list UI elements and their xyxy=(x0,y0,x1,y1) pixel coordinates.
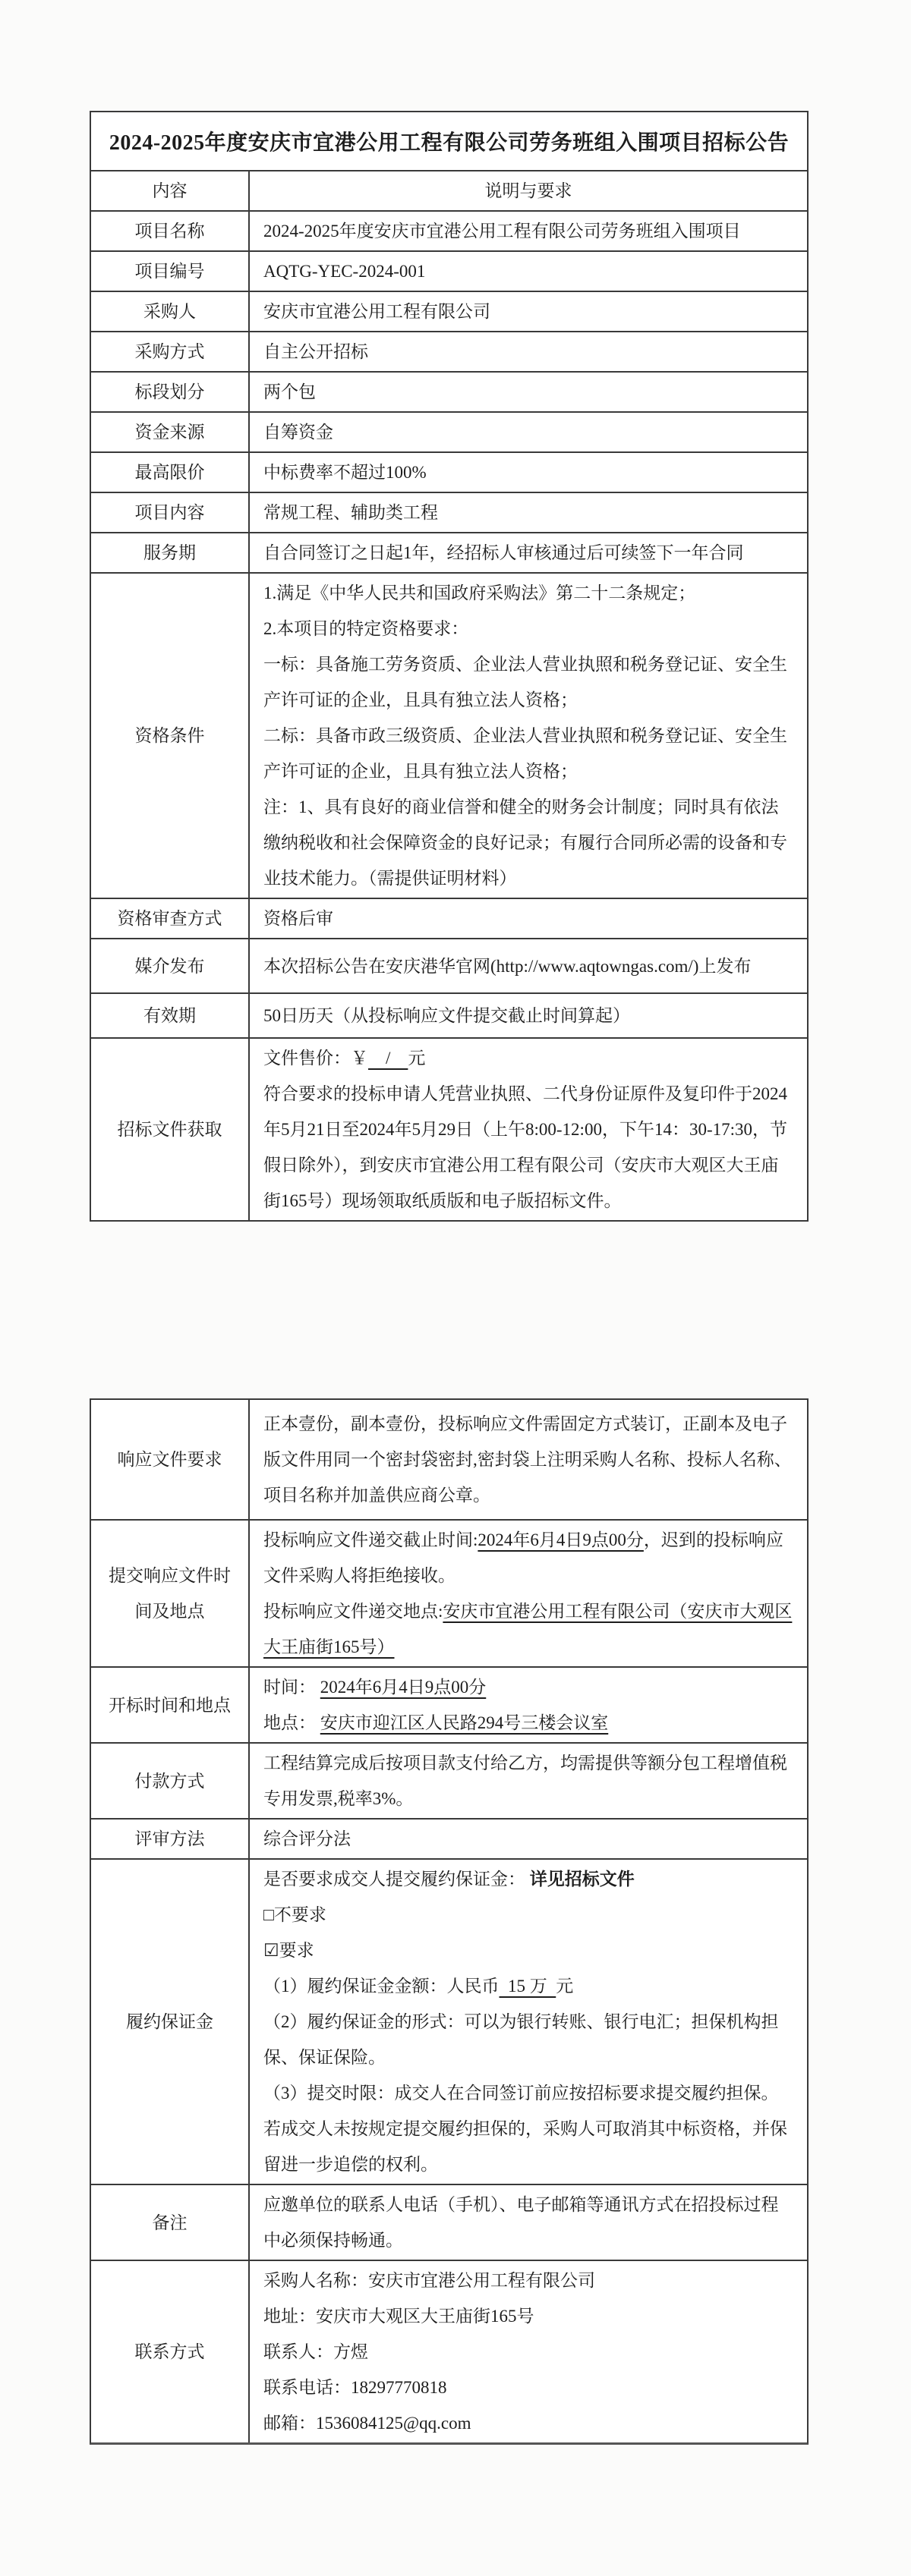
row-content xyxy=(250,292,807,331)
content-line xyxy=(263,1076,793,1219)
checkbox-checked-icon: ☑ xyxy=(263,1941,279,1960)
text-segment: 2024年6月4日9点00分 xyxy=(320,1678,487,1697)
content-line xyxy=(263,1669,793,1705)
table-row xyxy=(91,2260,807,2442)
text-segment: 邮箱：1536084125@qq.com xyxy=(263,2414,471,2433)
text-segment: 本次招标公告在安庆港华官网(http://www.aqtowngas.com/)上发布 xyxy=(263,956,752,976)
row-content xyxy=(250,212,807,250)
row-label: 开标时间和地点 xyxy=(91,1668,250,1742)
row-content xyxy=(250,332,807,371)
table-row xyxy=(91,1666,807,1742)
row-label: 付款方式 xyxy=(91,1744,250,1818)
table-row xyxy=(91,210,807,250)
text-segment: 应邀单位的联系人电话（手机）、电子邮箱等通讯方式在招投标过程中必须保持畅通。 xyxy=(263,2195,779,2250)
content-line xyxy=(263,2370,793,2405)
text-segment: 2024-2025年度安庆市宜港公用工程有限公司劳务班组入围项目 xyxy=(263,222,741,241)
content-line xyxy=(263,253,793,289)
text-segment: 安庆市迎江区人民路294号三楼会议室 xyxy=(320,1713,609,1732)
row-content xyxy=(250,2261,807,2442)
row-content xyxy=(250,1668,807,1742)
table-row xyxy=(91,371,807,411)
row-content xyxy=(250,453,807,492)
row-label: 最高限价 xyxy=(91,453,250,492)
row-label: 服务期 xyxy=(91,533,250,572)
content-line xyxy=(263,718,793,789)
content-line xyxy=(263,1705,793,1741)
text-segment: 一标：具备施工劳务资质、企业法人营业执照和税务登记证、安全生产许可证的企业，且具有独立法人资格； xyxy=(263,655,787,709)
content-line xyxy=(263,1968,793,2004)
row-content xyxy=(250,899,807,938)
text-segment: 安庆市宜港公用工程有限公司（安庆市大观区大王庙街165号） xyxy=(263,1602,793,1656)
text-segment: 两个包 xyxy=(263,382,316,401)
text-segment: 安庆市宜港公用工程有限公司 xyxy=(263,302,490,321)
content-line xyxy=(263,414,793,450)
content-line xyxy=(263,2334,793,2370)
table-row xyxy=(91,898,807,938)
content-line xyxy=(263,213,793,249)
content-line xyxy=(263,1897,793,1933)
content-line xyxy=(263,1593,793,1665)
text-segment: 元 xyxy=(556,1977,574,1996)
text-segment: 地址：安庆市大观区大王庙街165号 xyxy=(263,2307,534,2326)
text-segment: 资格后审 xyxy=(263,909,333,928)
text-segment: 综合评分法 xyxy=(263,1829,351,1848)
row-content xyxy=(250,373,807,411)
row-label: 资金来源 xyxy=(91,413,250,451)
row-label: 项目名称 xyxy=(91,212,250,250)
table-row xyxy=(91,1037,807,1220)
document-title-text: 2024-2025年度安庆市宜港公用工程有限公司劳务班组入围项目招标公告 xyxy=(109,131,790,155)
text-segment: / xyxy=(368,1049,408,1068)
text-segment: （1）履约保证金金额：人民币 xyxy=(263,1977,500,1996)
text-segment: 2024年6月4日9点00分 xyxy=(478,1530,644,1549)
text-segment: 符合要求的投标申请人凭营业执照、二代身份证原件及复印件于2024年5月21日至2024年5月29日（上午8:00-12:00，下午14：30-17:30，节假日除外），到安庆市宜港公用工程有限公司（安庆市大观区大王庙街165号）现场领取纸质版和电子版招标文件。 xyxy=(263,1084,787,1210)
content-line xyxy=(263,535,793,571)
text-segment: 元 xyxy=(408,1049,426,1068)
row-content xyxy=(250,493,807,532)
row-label: 资格条件 xyxy=(91,574,250,898)
row-label: 评审方法 xyxy=(91,1820,250,1858)
text-segment: 时间： xyxy=(263,1678,320,1697)
text-segment: 详见招标文件 xyxy=(529,1870,635,1889)
text-segment: 工程结算完成后按项目款支付给乙方，均需提供等额分包工程增值税专用发票,税率3%。 xyxy=(263,1754,787,1808)
row-label: 项目编号 xyxy=(91,252,250,291)
text-segment: （2）履约保证金的形式：可以为银行转账、银行电汇；担保机构担保、保证保险。 xyxy=(263,2012,779,2067)
content-line xyxy=(263,1821,793,1857)
row-label: 媒介发布 xyxy=(91,939,250,992)
content-line xyxy=(263,998,793,1033)
table-row xyxy=(91,938,807,992)
table-row xyxy=(91,250,807,291)
text-segment: 2.本项目的特定资格要求： xyxy=(263,619,469,638)
table-row xyxy=(91,1818,807,1858)
table-row xyxy=(91,532,807,572)
row-label: 备注 xyxy=(91,2185,250,2260)
row-content xyxy=(250,1744,807,1818)
text-segment: 采购人名称：安庆市宜港公用工程有限公司 xyxy=(263,2271,595,2290)
content-line xyxy=(263,948,793,984)
table-row xyxy=(91,492,807,532)
text-segment: 注：1、具有良好的商业信誉和健全的财务会计制度；同时具有依法缴纳税收和社会保障资金的良好记录；有履行合同所必需的设备和专业技术能力。（需提供证明材料） xyxy=(263,797,787,888)
text-segment: 投标响应文件递交地点: xyxy=(263,1602,443,1621)
content-line xyxy=(263,1406,793,1513)
content-line xyxy=(263,1040,793,1076)
tender-response-table xyxy=(90,1398,809,2445)
row-content xyxy=(250,1820,807,1858)
row-label: 招标文件获取 xyxy=(91,1039,250,1220)
content-line xyxy=(263,1745,793,1816)
row-label: 响应文件要求 xyxy=(91,1400,250,1519)
row-content xyxy=(250,1039,807,1220)
text-segment: 正本壹份，副本壹份，投标响应文件需固定方式装订，正副本及电子版文件用同一个密封袋密封,密封袋上注明采购人名称、投标人名称、项目名称并加盖供应商公章。 xyxy=(263,1414,792,1505)
content-line xyxy=(263,2075,793,2182)
row-label: 有效期 xyxy=(91,994,250,1037)
text-segment: 常规工程、辅助类工程 xyxy=(263,503,438,522)
row-label: 资格审查方式 xyxy=(91,899,250,938)
content-line xyxy=(263,1861,793,1897)
header-col-content: 内容 xyxy=(91,171,250,210)
row-label: 采购人 xyxy=(91,292,250,331)
text-segment: 自筹资金 xyxy=(263,423,333,442)
text-segment: 自合同签订之日起1年，经招标人审核通过后可续签下一年合同 xyxy=(263,543,744,562)
header-col-requirements xyxy=(250,171,807,210)
table-row xyxy=(91,1400,807,1519)
row-label: 标段划分 xyxy=(91,373,250,411)
table-row xyxy=(91,451,807,492)
content-line xyxy=(263,495,793,530)
row-content xyxy=(250,1521,807,1666)
table-row xyxy=(91,1858,807,2184)
table-row xyxy=(91,291,807,331)
text-segment: 50日历天（从投标响应文件提交截止时间算起） xyxy=(263,1006,630,1025)
row-content xyxy=(250,994,807,1037)
content-line xyxy=(263,901,793,936)
table-header-row xyxy=(91,170,807,210)
text-segment: 联系人：方煜 xyxy=(263,2342,368,2361)
table-row xyxy=(91,1742,807,1818)
table-row xyxy=(91,2184,807,2260)
row-content xyxy=(250,574,807,898)
text-segment: 1.满足《中华人民共和国政府采购法》第二十二条规定； xyxy=(263,583,696,602)
row-content xyxy=(250,1860,807,2184)
text-segment: 是否要求成交人提交履约保证金： xyxy=(263,1870,530,1889)
content-line xyxy=(263,2187,793,2258)
row-content xyxy=(250,2185,807,2260)
text-segment: 15 万 xyxy=(499,1977,556,1996)
text-segment: 自主公开招标 xyxy=(263,342,368,361)
text-segment: 不要求 xyxy=(273,1905,326,1924)
content-line xyxy=(263,2298,793,2334)
content-line xyxy=(263,789,793,896)
row-content xyxy=(250,533,807,572)
text-segment: 联系电话：18297770818 xyxy=(263,2378,447,2397)
content-line xyxy=(263,334,793,370)
row-label: 采购方式 xyxy=(91,332,250,371)
row-label: 提交响应文件时间及地点 xyxy=(91,1521,250,1666)
text-segment: 要求 xyxy=(279,1941,314,1960)
row-content xyxy=(250,413,807,451)
tender-announcement-table xyxy=(90,111,809,1222)
content-line xyxy=(263,1933,793,1968)
table-row xyxy=(91,992,807,1037)
header-col-requirements-text: 说明与要求 xyxy=(484,181,572,200)
content-line xyxy=(263,294,793,329)
content-line xyxy=(263,2004,793,2075)
content-line xyxy=(263,374,793,410)
row-content xyxy=(250,252,807,291)
content-line xyxy=(263,2263,793,2298)
text-segment: ，迟到的投标响应文件采购人将拒绝接收。 xyxy=(263,1530,783,1585)
row-content xyxy=(250,1400,807,1519)
text-segment: 投标响应文件递交截止时间: xyxy=(263,1530,478,1549)
text-segment: （3）提交时限：成交人在合同签订前应按招标要求提交履约担保。若成交人未按规定提交履约担保的，采购人可取消其中标资格，并保留进一步追偿的权利。 xyxy=(263,2084,787,2174)
row-content xyxy=(250,939,807,992)
content-line xyxy=(263,454,793,490)
content-line xyxy=(263,2405,793,2441)
checkbox-unchecked-icon: □ xyxy=(263,1905,274,1924)
content-line xyxy=(263,575,793,611)
content-line xyxy=(263,646,793,718)
text-segment: 地点： xyxy=(263,1713,320,1732)
table-row xyxy=(91,331,807,371)
text-segment: 中标费率不超过100% xyxy=(263,463,427,482)
table-row xyxy=(91,572,807,898)
row-label: 联系方式 xyxy=(91,2261,250,2442)
content-line xyxy=(263,1522,793,1593)
table-row xyxy=(91,1519,807,1666)
document-title xyxy=(91,112,807,170)
text-segment: 二标：具备市政三级资质、企业法人营业执照和税务登记证、安全生产许可证的企业，且具有独立法人资格； xyxy=(263,726,787,781)
text-segment: AQTG-YEC-2024-001 xyxy=(263,262,426,281)
row-label: 项目内容 xyxy=(91,493,250,532)
table-row xyxy=(91,411,807,451)
content-line xyxy=(263,611,793,646)
text-segment: 文件售价：￥ xyxy=(263,1049,368,1068)
row-label: 履约保证金 xyxy=(91,1860,250,2184)
